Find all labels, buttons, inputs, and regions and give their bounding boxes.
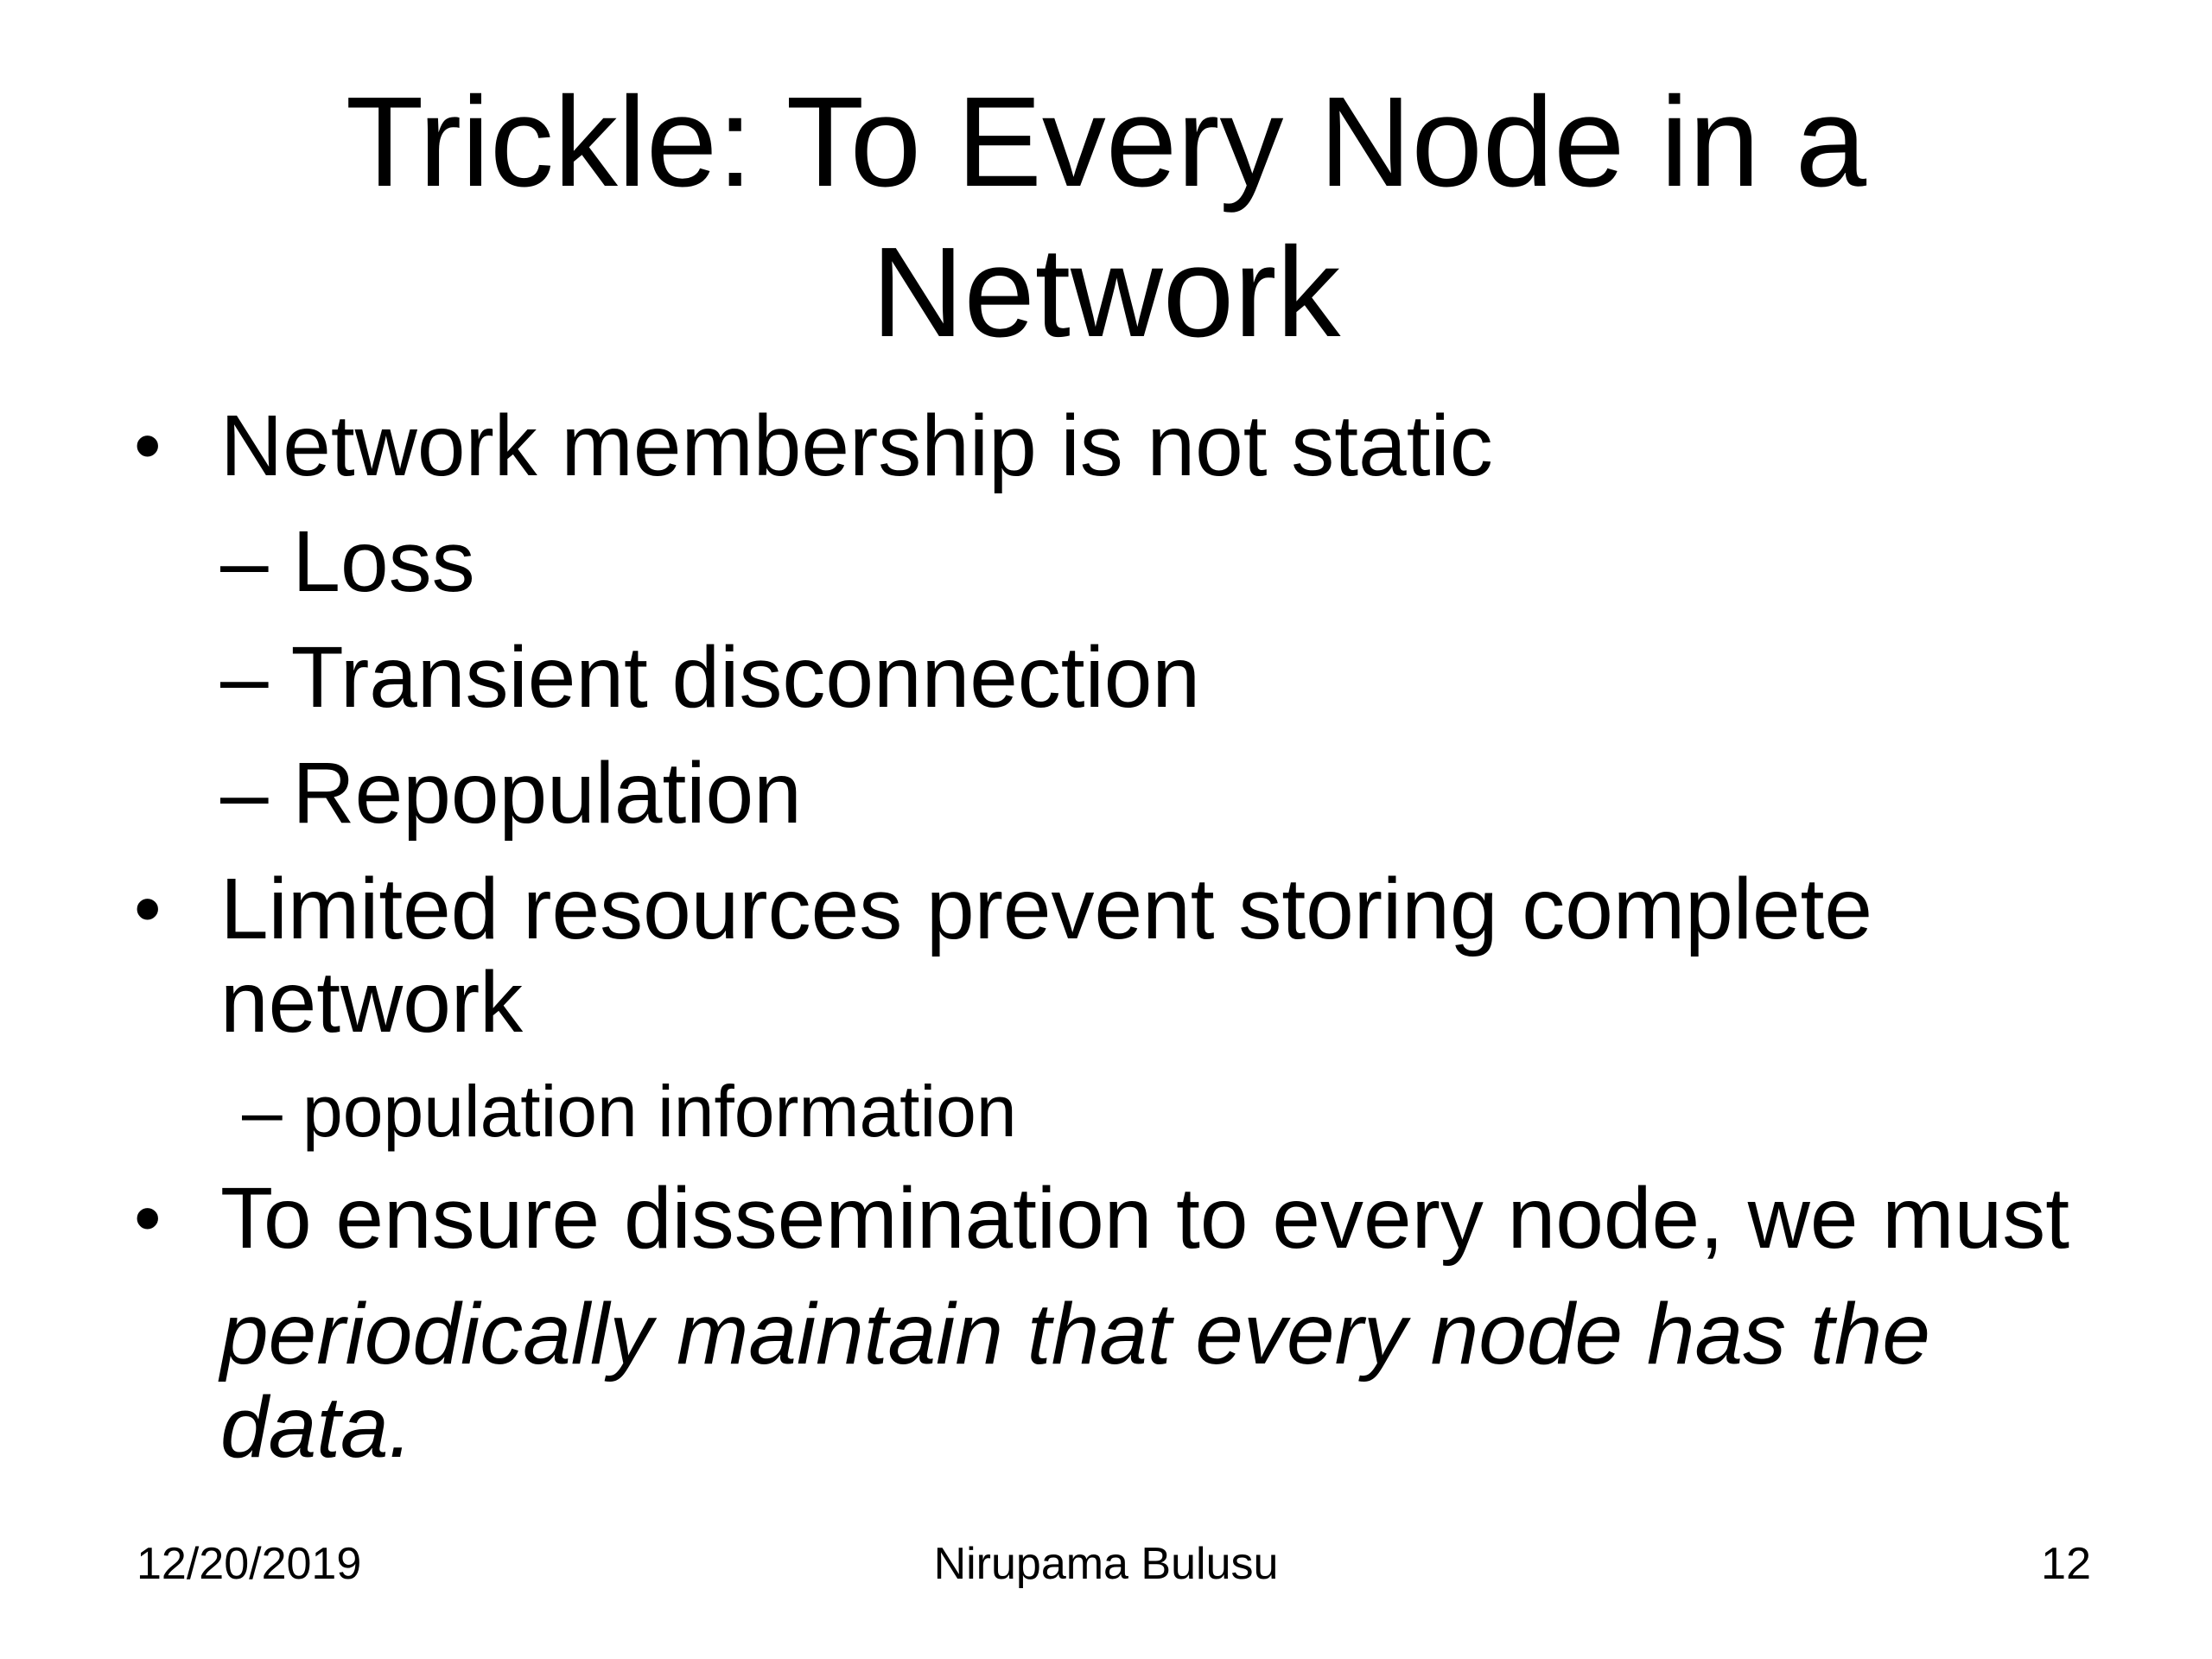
slide-title-line-1: Trickle: To Every Node in a bbox=[345, 71, 1867, 213]
bullet-2-subitem-1: – population information bbox=[242, 1071, 1017, 1152]
bullet-1-text: Network membership is not static bbox=[220, 397, 1493, 494]
bullet-2-text-line-1: Limited resources prevent storing complete bbox=[220, 861, 1873, 957]
bullet-3-text-line-2: periodically maintain that every node has the bbox=[220, 1286, 1930, 1382]
bullet-2-text-line-2: network bbox=[220, 954, 524, 1051]
bullet-3-text-line-3: data. bbox=[220, 1379, 413, 1476]
bullet-1-subitem-2: – Transient disconnection bbox=[220, 629, 1201, 726]
bullet-1-subitem-3: – Repopulation bbox=[220, 745, 802, 842]
bullet-1-subitem-1: – Loss bbox=[220, 513, 475, 610]
bullet-marker-2: • bbox=[134, 866, 162, 952]
bullet-3-text-line-1: To ensure dissemination to every node, we must bbox=[220, 1170, 2069, 1267]
slide-title-line-2: Network bbox=[871, 221, 1341, 364]
bullet-marker-1: • bbox=[134, 403, 162, 489]
footer-page-number: 12 bbox=[2041, 1539, 2091, 1589]
footer-date: 12/20/2019 bbox=[137, 1539, 362, 1589]
bullet-marker-3: • bbox=[134, 1175, 162, 1262]
footer-author: Nirupama Bulusu bbox=[933, 1539, 1279, 1589]
slide-title bbox=[259, 67, 1953, 368]
